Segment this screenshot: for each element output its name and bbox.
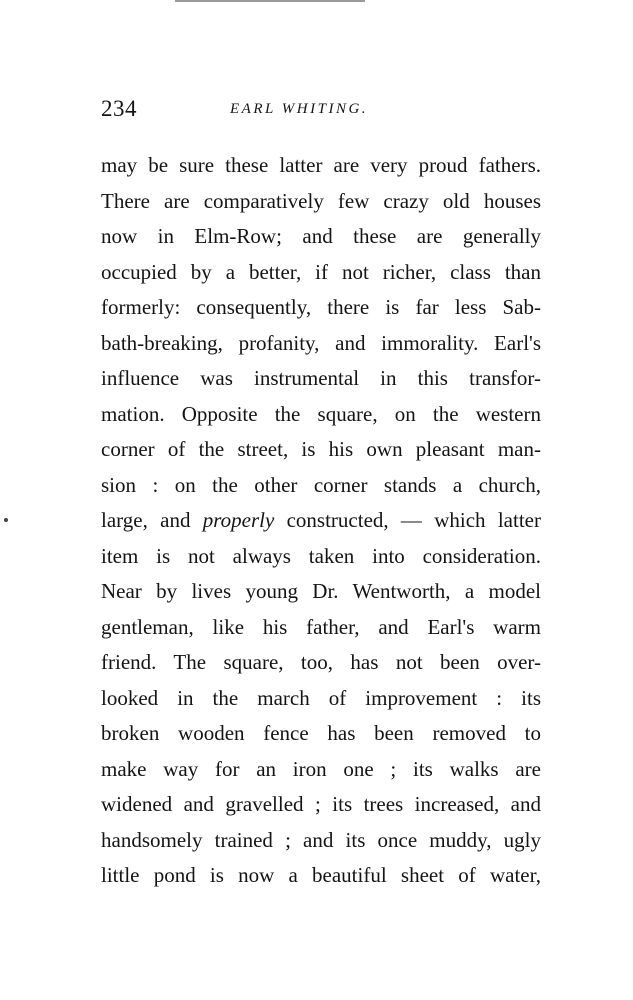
text-line: may be sure these latter are very proud fathers. bbox=[101, 153, 541, 177]
italic-word: properly bbox=[202, 508, 275, 532]
line-text-after: constructed, — which latter bbox=[274, 508, 541, 532]
text-line: now in Elm-Row; and these are generally bbox=[101, 224, 541, 248]
text-line: bath-breaking, profanity, and immorality. Earl's bbox=[101, 330, 541, 355]
text-line: There are comparatively few crazy old houses bbox=[101, 188, 541, 213]
text-line: little pond is now a beautiful sheet of water, bbox=[101, 863, 541, 887]
margin-speck bbox=[4, 518, 8, 522]
text-line: formerly: consequently, there is far less Sab- bbox=[101, 295, 541, 319]
text-line: Near by lives young Dr. Wentworth, a model bbox=[101, 579, 541, 603]
page-edge-mark bbox=[175, 0, 365, 2]
running-head: EARL WHITING. bbox=[230, 101, 369, 117]
page-number: 234 bbox=[101, 96, 137, 121]
text-line-with-italic bbox=[101, 503, 541, 539]
text-line: item is not always taken into consideration. bbox=[101, 543, 541, 568]
text-line: friend. The square, too, has not been over- bbox=[101, 650, 541, 674]
text-line: handsomely trained ; and its once muddy, ugly bbox=[101, 827, 541, 852]
text-line: looked in the march of improvement : its bbox=[101, 685, 541, 710]
body-text bbox=[101, 148, 541, 894]
text-line: widened and gravelled ; its trees increased, and bbox=[101, 792, 541, 816]
line-text-before: large, and bbox=[101, 508, 203, 532]
text-line: mation. Opposite the square, on the western bbox=[101, 401, 541, 426]
text-line: sion : on the other corner stands a church, bbox=[101, 472, 541, 497]
text-line: corner of the street, is his own pleasant man- bbox=[101, 437, 541, 461]
text-line: broken wooden fence has been removed to bbox=[101, 721, 541, 745]
text-line: occupied by a better, if not richer, class than bbox=[101, 259, 541, 284]
text-line: influence was instrumental in this transfor- bbox=[101, 366, 541, 390]
text-line: make way for an iron one ; its walks are bbox=[101, 756, 541, 781]
text-line: gentleman, like his father, and Earl's warm bbox=[101, 614, 541, 639]
